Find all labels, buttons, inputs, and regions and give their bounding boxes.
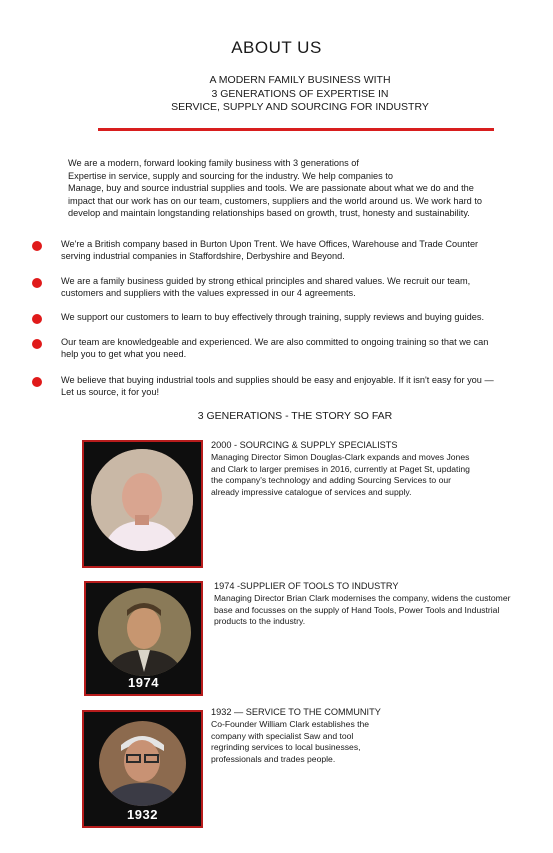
generations-heading: 3 GENERATIONS - THE STORY SO FAR bbox=[197, 410, 393, 422]
entry-heading: 2000 - SOURCING & SUPPLY SPECIALISTS bbox=[211, 440, 398, 450]
bullet-line: customers and suppliers with the values expressed in our 4 agreements. bbox=[61, 288, 356, 299]
bullet-line: We're a British company based in Burton Upon Trent. We have Offices, Warehouse and Trade Counter bbox=[61, 239, 479, 249]
subtitle-line: A MODERN FAMILY BUSINESS WITH bbox=[209, 74, 391, 86]
intro-line: impact that our work has on our team, customers, suppliers and the world around us. We work hard to bbox=[68, 195, 482, 206]
bullet-text bbox=[61, 374, 541, 398]
generation-entry-1974 bbox=[214, 581, 534, 628]
entry-line: Managing Director Simon Douglas-Clark expands and moves Jones bbox=[211, 452, 470, 463]
entry-heading: 1974 -SUPPLIER OF TOOLS TO INDUSTRY bbox=[214, 581, 399, 591]
red-dot-icon bbox=[32, 377, 42, 387]
generation-entry-2000 bbox=[211, 440, 501, 498]
portrait-circle bbox=[99, 721, 186, 806]
entry-line: regrinding services to local businesses, bbox=[211, 742, 361, 753]
bullet-line: Let us source, it for you! bbox=[61, 387, 160, 398]
bullet-line: We support our customers to learn to buy effectively through training, supply reviews and buying guides. bbox=[61, 312, 485, 322]
red-divider bbox=[98, 128, 494, 131]
entry-line: already impressive catalogue of services and supply. bbox=[211, 486, 412, 497]
red-dot-icon bbox=[32, 339, 42, 349]
entry-line: Managing Director Brian Clark modernises the company, widens the customer bbox=[214, 593, 511, 604]
entry-line: and Clark to larger premises in 2016, currently at Paget St, updating bbox=[211, 463, 470, 474]
entry-line: professionals and trades people. bbox=[211, 753, 336, 764]
bullet-text bbox=[61, 311, 541, 323]
bullet-text bbox=[61, 238, 541, 262]
subtitle bbox=[150, 74, 450, 115]
photo-year-label: 1932 bbox=[127, 807, 158, 822]
bullet-text bbox=[61, 336, 541, 360]
entry-line: products to the industry. bbox=[214, 616, 306, 627]
person-icon bbox=[99, 721, 186, 806]
subtitle-line: SERVICE, SUPPLY AND SOURCING FOR INDUSTRY bbox=[171, 101, 429, 113]
person-icon bbox=[98, 588, 191, 676]
portrait-circle bbox=[98, 588, 191, 676]
intro-line: Expertise in service, supply and sourcing for the industry. We help companies to bbox=[68, 170, 393, 181]
bullet-line: We believe that buying industrial tools and supplies should be easy and enjoyable. If it isn't easy for you — bbox=[61, 375, 494, 385]
subtitle-line: 3 GENERATIONS OF EXPERTISE IN bbox=[211, 87, 389, 100]
bullet-line: help you to get what you need. bbox=[61, 349, 187, 360]
portrait-photo-1974 bbox=[84, 581, 203, 696]
red-dot-icon bbox=[32, 241, 42, 251]
entry-line: company with specialist Saw and tool bbox=[211, 730, 354, 741]
intro-paragraph bbox=[68, 157, 528, 220]
page-title: ABOUT US bbox=[231, 38, 322, 57]
red-dot-icon bbox=[32, 278, 42, 288]
bullet-line: serving industrial companies in Staffordshire, Derbyshire and Beyond. bbox=[61, 251, 345, 262]
bullet-line: Our team are knowledgeable and experienced. We are also committed to ongoing training so that we can bbox=[61, 337, 489, 347]
intro-line: Manage, buy and source industrial supplies and tools. We are passionate about what we do and the bbox=[68, 183, 474, 194]
person-icon bbox=[91, 449, 193, 551]
bullet-text bbox=[61, 275, 541, 299]
portrait-circle bbox=[91, 449, 193, 551]
bullet-line: We are a family business guided by strong ethical principles and shared values. We recruit our team, bbox=[61, 276, 471, 286]
entry-line: the company's technology and adding Sourcing Services to our bbox=[211, 475, 452, 486]
photo-year-label: 1974 bbox=[128, 675, 159, 690]
entry-line: Co-Founder William Clark establishes the bbox=[211, 719, 370, 730]
entry-line: base and focusses on the supply of Hand Tools, Power Tools and Industrial bbox=[214, 604, 500, 615]
portrait-photo-1932 bbox=[82, 710, 203, 828]
generation-entry-1932 bbox=[211, 707, 411, 765]
portrait-photo-2000 bbox=[82, 440, 203, 568]
intro-line: We are a modern, forward looking family business with 3 generations of bbox=[68, 158, 359, 168]
red-dot-icon bbox=[32, 314, 42, 324]
intro-line: develop and maintain longstanding relationships based on growth, trust, honesty and sustainability. bbox=[68, 208, 470, 219]
entry-heading: 1932 — SERVICE TO THE COMMUNITY bbox=[211, 707, 381, 717]
